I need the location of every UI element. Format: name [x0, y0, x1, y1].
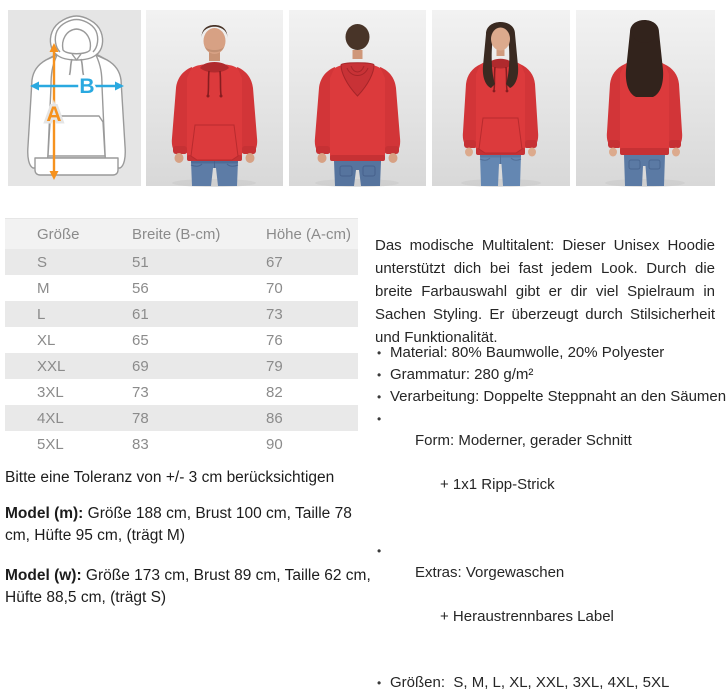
width-label: B: [79, 75, 95, 98]
col-header-breite: Breite (B-cm): [131, 219, 265, 250]
hem-band: [35, 158, 118, 175]
list-item: • Grammatur: 280 g/m²: [375, 364, 720, 386]
table-row: L 61 73: [5, 301, 358, 327]
table-row: S 51 67: [5, 249, 358, 275]
col-header-hoehe: Höhe (A-cm): [265, 219, 358, 250]
photo-woman-front: [432, 10, 570, 186]
photo-man-back: [289, 10, 426, 186]
model-m-label: Model (m):: [5, 505, 84, 522]
back-of-head-hair: [346, 24, 370, 50]
list-item-subline: + 1x1 Ripp-Strick: [440, 476, 555, 493]
table-row: M 56 70: [37, 279, 283, 297]
model-w-label: Model (w):: [5, 567, 82, 584]
list-item: • Größen: S, M, L, XL, XXL, 3XL, 4XL, 5XL: [375, 672, 720, 694]
table-row: 5XL 83 90: [37, 435, 283, 453]
height-label: A: [46, 103, 62, 126]
woman-front-photo: [432, 10, 570, 186]
product-feature-list: [375, 342, 726, 694]
photo-man-front: [146, 10, 283, 186]
back-of-head-hair: [633, 21, 657, 43]
face: [491, 28, 510, 51]
size-table: [5, 218, 358, 457]
man-front-photo: [146, 10, 283, 186]
table-row: 3XL 73 82: [37, 383, 283, 401]
kangaroo-pocket: [191, 125, 238, 160]
neck: [353, 50, 363, 59]
tolerance-note: Bitte eine Toleranz von +/- 3 cm berücksichtigen: [5, 469, 335, 486]
woman-back-photo: [576, 10, 715, 186]
table-row: XL 65 76: [37, 331, 283, 349]
list-item: • Material: 80% Baumwolle, 20% Polyester: [375, 342, 720, 364]
man-back-photo: [289, 10, 426, 186]
bottom-notes: [5, 468, 373, 609]
col-header-groesse: Größe: [5, 219, 131, 250]
product-description: Das modische Multitalent: Dieser Unisex Hoodie unterstützt dich bei fast jedem Look. Durch die breite Farbauswahl gibt er dir viel Spielraum in Sachen Styling. Er überzeugt durch Stilsicherheit und Funktionalität.: [375, 237, 715, 346]
kangaroo-pocket: [479, 118, 522, 153]
table-row: XXL 69 79: [5, 353, 358, 379]
list-item: • Extras: Vorgewaschen + Heraustrennbares Label: [375, 540, 720, 672]
photo-woman-back: [576, 10, 715, 186]
list-item: • Form: Moderner, gerader Schnitt + 1x1 Ripp-Strick: [375, 408, 720, 540]
list-item-subline: + Heraustrennbares Label: [440, 608, 614, 625]
list-item: • Verarbeitung: Doppelte Steppnaht an den Säumen: [375, 386, 720, 408]
size-table-header-row: [5, 219, 358, 250]
model-w-note: Model (w): Größe 173 cm, Brust 89 cm, Taille 62 cm, Hüfte 88,5 cm, (trägt S): [5, 567, 371, 606]
size-diagram-panel: [8, 10, 141, 186]
model-m-note: Model (m): Größe 188 cm, Brust 100 cm, Taille 78 cm, Hüfte 95 cm, (trägt M): [5, 505, 352, 544]
size-diagram: [8, 10, 141, 186]
table-row: 4XL 78 86: [5, 405, 358, 431]
